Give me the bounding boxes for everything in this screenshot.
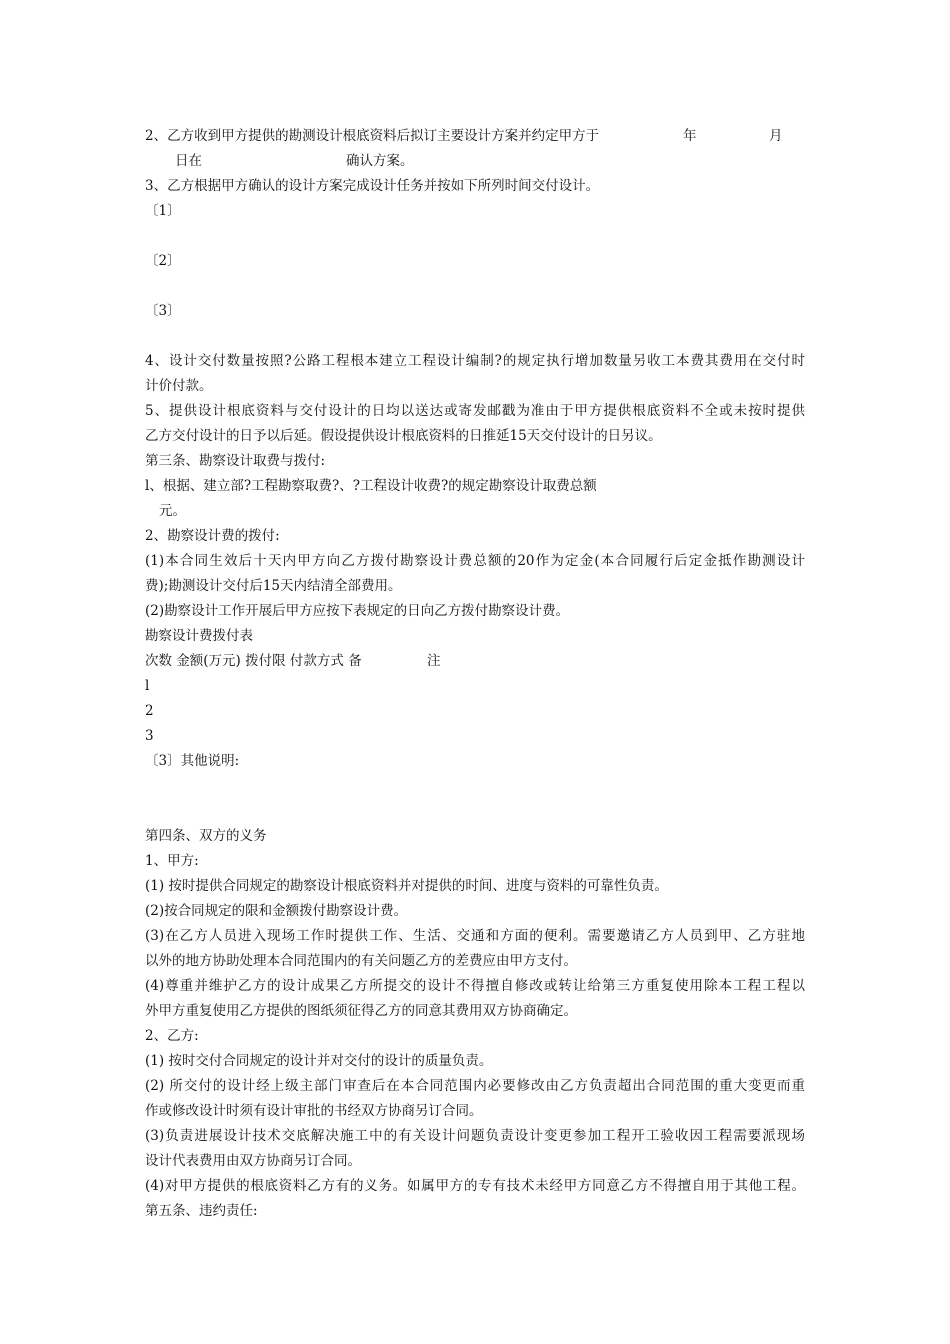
clause2-item5-line2: 乙方交付设计的日予以后延。假设提供设计根底资料的日推延15天交付设计的日另议。 — [145, 428, 662, 444]
payment-table-header-tail: 注 — [427, 653, 441, 669]
clause3-other-notes: 〔3〕其他说明: — [145, 753, 240, 769]
clause2-item2-month: 月 — [769, 128, 783, 144]
clause2-item5-line1: 5、提供设计根底资料与交付设计的日均以送达或寄发邮戳为准由于甲方提供根底资料不全或未按时提供 — [145, 403, 805, 419]
clause2-sub2: 〔2〕 — [145, 253, 181, 269]
clause4-b2-line2: 作或修改设计时须有设计审批的书经双方协商另订合同。 — [145, 1103, 483, 1119]
clause4-b4: (4)对甲方提供的根底资料乙方有的义务。如属甲方的专有技术未经甲方同意乙方不得擅自用于其他工程。 — [145, 1178, 805, 1194]
clause2-sub1: 〔1〕 — [145, 203, 181, 219]
payment-table-row: l — [145, 678, 150, 694]
clause3-p1-line1: (1)本合同生效后十天内甲方向乙方拨付勘察设计费总额的20作为定金(本合同履行后定金抵作勘测设计 — [145, 553, 805, 569]
clause4-a4-line2: 外甲方重复使用乙方提供的图纸须征得乙方的同意其费用双方协商确定。 — [145, 1003, 577, 1019]
payment-table-title: 勘察设计费拨付表 — [145, 628, 253, 644]
clause3-item1-line1: l、根据、建立部?工程勘察取费?、?工程设计收费?的规定勘察设计取费总额 — [145, 478, 597, 494]
clause4-party-b: 2、乙方: — [145, 1028, 199, 1044]
clause3-p1-line2: 费);勘测设计交付后15天内结清全部费用。 — [145, 578, 402, 594]
payment-table-row: 3 — [145, 728, 154, 744]
clause5-heading: 第五条、违约责任: — [145, 1203, 258, 1219]
clause3-item2: 2、勘察设计费的拨付: — [145, 528, 280, 544]
clause2-item2-text: 2、乙方收到甲方提供的勘测设计根底资料后拟订主要设计方案并约定甲方于 — [145, 128, 600, 144]
clause4-a3-line2: 以外的地方协助处理本合同范围内的有关问题乙方的差费应由甲方支付。 — [145, 953, 577, 969]
clause3-p2: (2)勘察设计工作开展后甲方应按下表规定的日向乙方拨付勘察设计费。 — [145, 603, 570, 619]
clause2-item4-line2: 计价付款。 — [145, 378, 213, 394]
clause4-b3-line1: (3)负责进展设计技术交底解决施工中的有关设计问题负责设计变更参加工程开工验收因工程需要派现场 — [145, 1128, 805, 1144]
clause4-b2-line1: (2) 所交付的设计经上级主部门审查后在本合同范围内必要修改由乙方负责超出合同范围的重大变更而重 — [145, 1078, 805, 1094]
clause4-heading: 第四条、双方的义务 — [145, 828, 267, 844]
clause4-b1: (1) 按时交付合同规定的设计并对交付的设计的质量负责。 — [145, 1053, 493, 1069]
payment-table-header: 次数 金额(万元) 拨付限 付款方式 备 — [145, 653, 362, 669]
clause2-sub3: 〔3〕 — [145, 303, 181, 319]
clause3-item1-line2: 元。 — [159, 503, 186, 519]
payment-table-row: 2 — [145, 703, 154, 719]
clause2-item2-day: 日在 — [175, 153, 202, 169]
clause2-item2-year: 年 — [683, 128, 697, 144]
clause4-a2: (2)按合同规定的限和金额拨付勘察设计费。 — [145, 903, 408, 919]
clause4-a1: (1) 按时提供合同规定的勘察设计根底资料并对提供的时间、进度与资料的可靠性负责。 — [145, 878, 668, 894]
clause2-item4-line1: 4、设计交付数量按照?公路工程根本建立工程设计编制?的规定执行增加数量另收工本费其费用在交付时 — [145, 353, 805, 369]
clause2-item3: 3、乙方根据甲方确认的设计方案完成设计任务并按如下所列时间交付设计。 — [145, 178, 600, 194]
clause4-b3-line2: 设计代表费用由双方协商另订合同。 — [145, 1153, 361, 1169]
clause2-item2-confirm: 确认方案。 — [346, 153, 414, 169]
clause4-a3-line1: (3)在乙方人员进入现场工作时提供工作、生活、交通和方面的便利。需要邀请乙方人员到甲、乙方驻地 — [145, 928, 805, 944]
clause4-party-a: 1、甲方: — [145, 853, 199, 869]
clause4-a4-line1: (4)尊重并维护乙方的设计成果乙方所提交的设计不得擅自修改或转让给第三方重复使用除本工程工程以 — [145, 978, 805, 994]
clause3-heading: 第三条、勘察设计取费与拨付: — [145, 453, 326, 469]
